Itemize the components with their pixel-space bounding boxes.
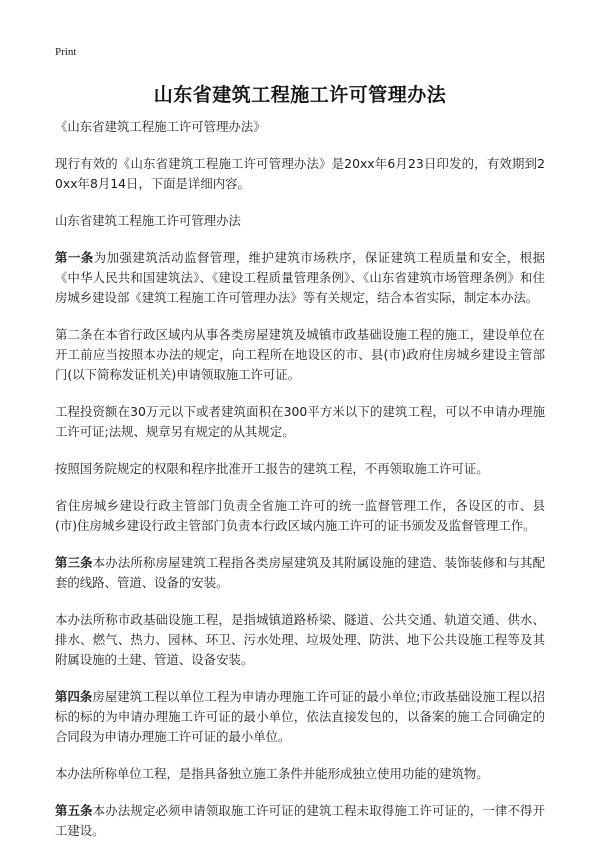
article-paragraph	[55, 764, 545, 784]
article-text: 省住房城乡建设行政主管部门负责全省施工许可的统一监督管理工作，各设区的市、县(市)住房城乡建设行政主管部门负责本行政区域内施工许可的证书颁发及监督管理工作。	[55, 498, 545, 533]
article-text: 为加强建筑活动监督管理，维护建筑市场秩序，保证建筑工程质量和安全，根据《中华人民共和国建筑法》、《建设工程质量管理条例》、《山东省建筑市场管理条例》和住房城乡建设部《建筑工程施工许可管理办法》等有关规定，结合本省实际，制定本办法。	[55, 250, 546, 305]
article-paragraph	[55, 687, 545, 747]
article-text: 本办法所称房屋建筑工程指各类房屋建筑及其附属设施的建造、装饰装修和与其配套的线路、管道、设备的安装。	[55, 555, 546, 590]
article-text: 房屋建筑工程以单位工程为申请办理施工许可证的最小单位;市政基础设施工程以招标的标的为申请办理施工许可证的最小单位，依法直接发包的，以备案的施工合同确定的合同段为申请办理施工许可证的最小单位。	[55, 689, 545, 744]
article-number: 第五条	[55, 803, 93, 818]
article-paragraph	[55, 459, 545, 479]
article-number: 第二条	[55, 327, 93, 342]
article-number: 第一条	[55, 250, 94, 265]
document-body	[55, 117, 545, 858]
article-text: 本办法规定必须申请领取施工许可证的建筑工程未取得施工许可证的，一律不得开工建设。	[55, 803, 546, 838]
article-paragraph	[55, 496, 545, 536]
print-label: Print	[55, 46, 77, 58]
article-paragraph	[55, 248, 545, 308]
article-text: 本办法所称市政基础设施工程，是指城镇道路桥梁、隧道、公共交通、轨道交通、供水、排水、燃气、热力、园林、环卫、污水处理、垃圾处理、防洪、地下公共设施工程等及其附属设施的土建、管道、设备安装。	[55, 612, 545, 667]
document-subtitle: 《山东省建筑工程施工许可管理办法》	[55, 119, 266, 134]
article-text: 本办法所称单位工程，是指具备独立施工条件并能形成独立使用功能的建筑物。	[55, 766, 489, 781]
article-paragraph	[55, 610, 545, 670]
article-text: 按照国务院规定的权限和程序批准开工报告的建筑工程，不再领取施工许可证。	[55, 461, 489, 476]
article-text: 在本省行政区域内从事各类房屋建筑及城镇市政基础设施工程的施工，建设单位在开工前应当按照本办法的规定，向工程所在地设区的市、县(市)政府住房城乡建设主管部门(以下简称发证机关)申请领取施工许可证。	[55, 327, 546, 382]
article-text: 工程投资额在30万元以下或者建筑面积在300平方米以下的建筑工程，可以不申请办理施工许可证;法规、规章另有规定的从其规定。	[55, 404, 545, 439]
article-paragraph	[55, 553, 545, 593]
article-paragraph	[55, 801, 545, 841]
intro-paragraph: 现行有效的《山东省建筑工程施工许可管理办法》是20xx年6月23日印发的，有效期到20xx年8月14日，下面是详细内容。	[55, 156, 545, 191]
section-heading: 山东省建筑工程施工许可管理办法	[55, 213, 241, 228]
article-number: 第四条	[55, 689, 93, 704]
article-paragraph	[55, 402, 545, 442]
page-title: 山东省建筑工程施工许可管理办法	[153, 84, 447, 106]
article-number: 第三条	[55, 555, 93, 570]
article-paragraph	[55, 325, 545, 385]
